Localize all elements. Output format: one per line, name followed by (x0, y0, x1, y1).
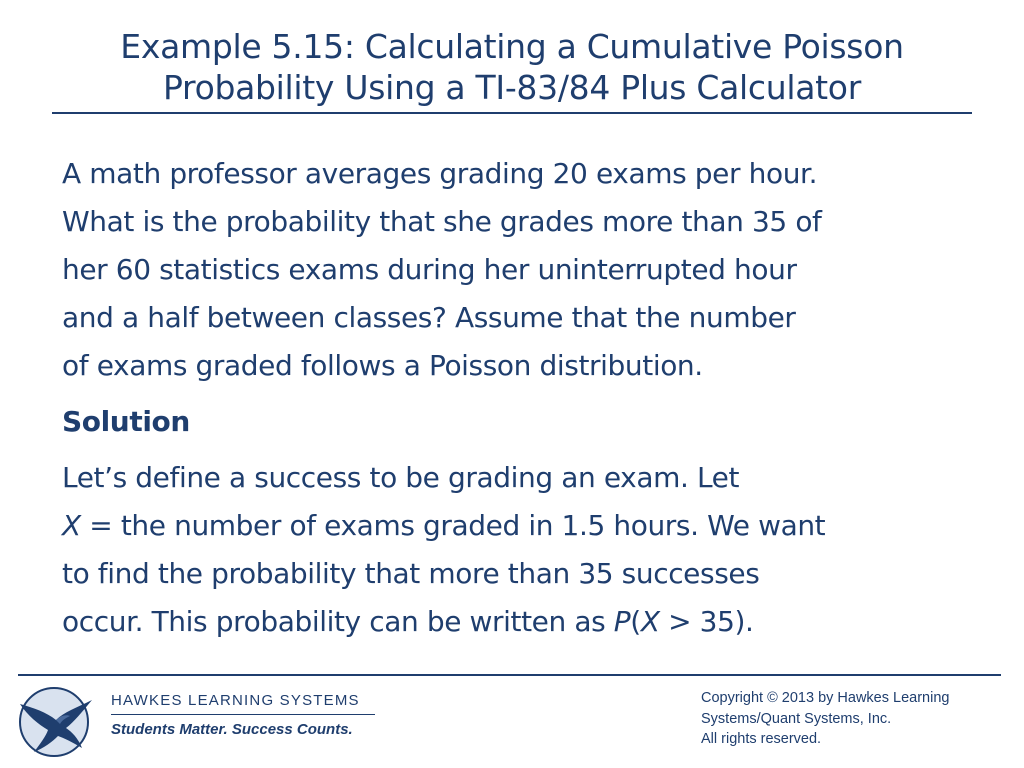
variable-x: X (62, 509, 81, 542)
problem-line-5: of exams graded follows a Poisson distribution. (62, 349, 703, 382)
copyright-line-2: Systems/Quant Systems, Inc. (701, 710, 892, 727)
variable-x-2: X (640, 605, 660, 638)
solution-line-1: Let’s define a success to be grading an exam. Let (62, 461, 740, 494)
copyright-line-3: All rights reserved. (701, 731, 822, 747)
solution-line-2 (62, 502, 982, 550)
solution-line-3: to find the probability that more than 35 successes (62, 557, 760, 590)
problem-line-2: What is the probability that she grades more than 35 of (62, 205, 822, 238)
company-name: HAWKES LEARNING SYSTEMS (111, 692, 360, 709)
company-slogan: Students Matter. Success Counts. (111, 721, 353, 738)
problem-line-4: and a half between classes? Assume that the number (62, 301, 796, 334)
slide-title (40, 26, 984, 108)
solution-line-4 (62, 598, 982, 646)
slide-body (62, 150, 982, 646)
eagle-logo-icon (16, 682, 98, 762)
copyright-notice (701, 688, 1011, 750)
title-divider (52, 112, 972, 114)
solution-line-4-text: occur. This probability can be written as (62, 605, 614, 638)
copyright-line-1: Copyright © 2013 by Hawkes Learning (701, 690, 950, 706)
title-line-2: Probability Using a TI-83/84 Plus Calculator (163, 68, 861, 107)
problem-line-1: A math professor averages grading 20 exams per hour. (62, 157, 818, 190)
title-line-1: Example 5.15: Calculating a Cumulative Poisson (120, 27, 904, 66)
footer-divider (18, 674, 1001, 676)
problem-line-3: her 60 statistics exams during her uninterrupted hour (62, 253, 797, 286)
inequality-text: > 35). (659, 605, 754, 638)
solution-line-2-text: = the number of exams graded in 1.5 hours. We want (80, 509, 826, 542)
probability-p: P (613, 605, 631, 638)
company-divider (111, 714, 375, 715)
open-paren: ( (630, 605, 641, 638)
solution-heading: Solution (62, 405, 190, 438)
